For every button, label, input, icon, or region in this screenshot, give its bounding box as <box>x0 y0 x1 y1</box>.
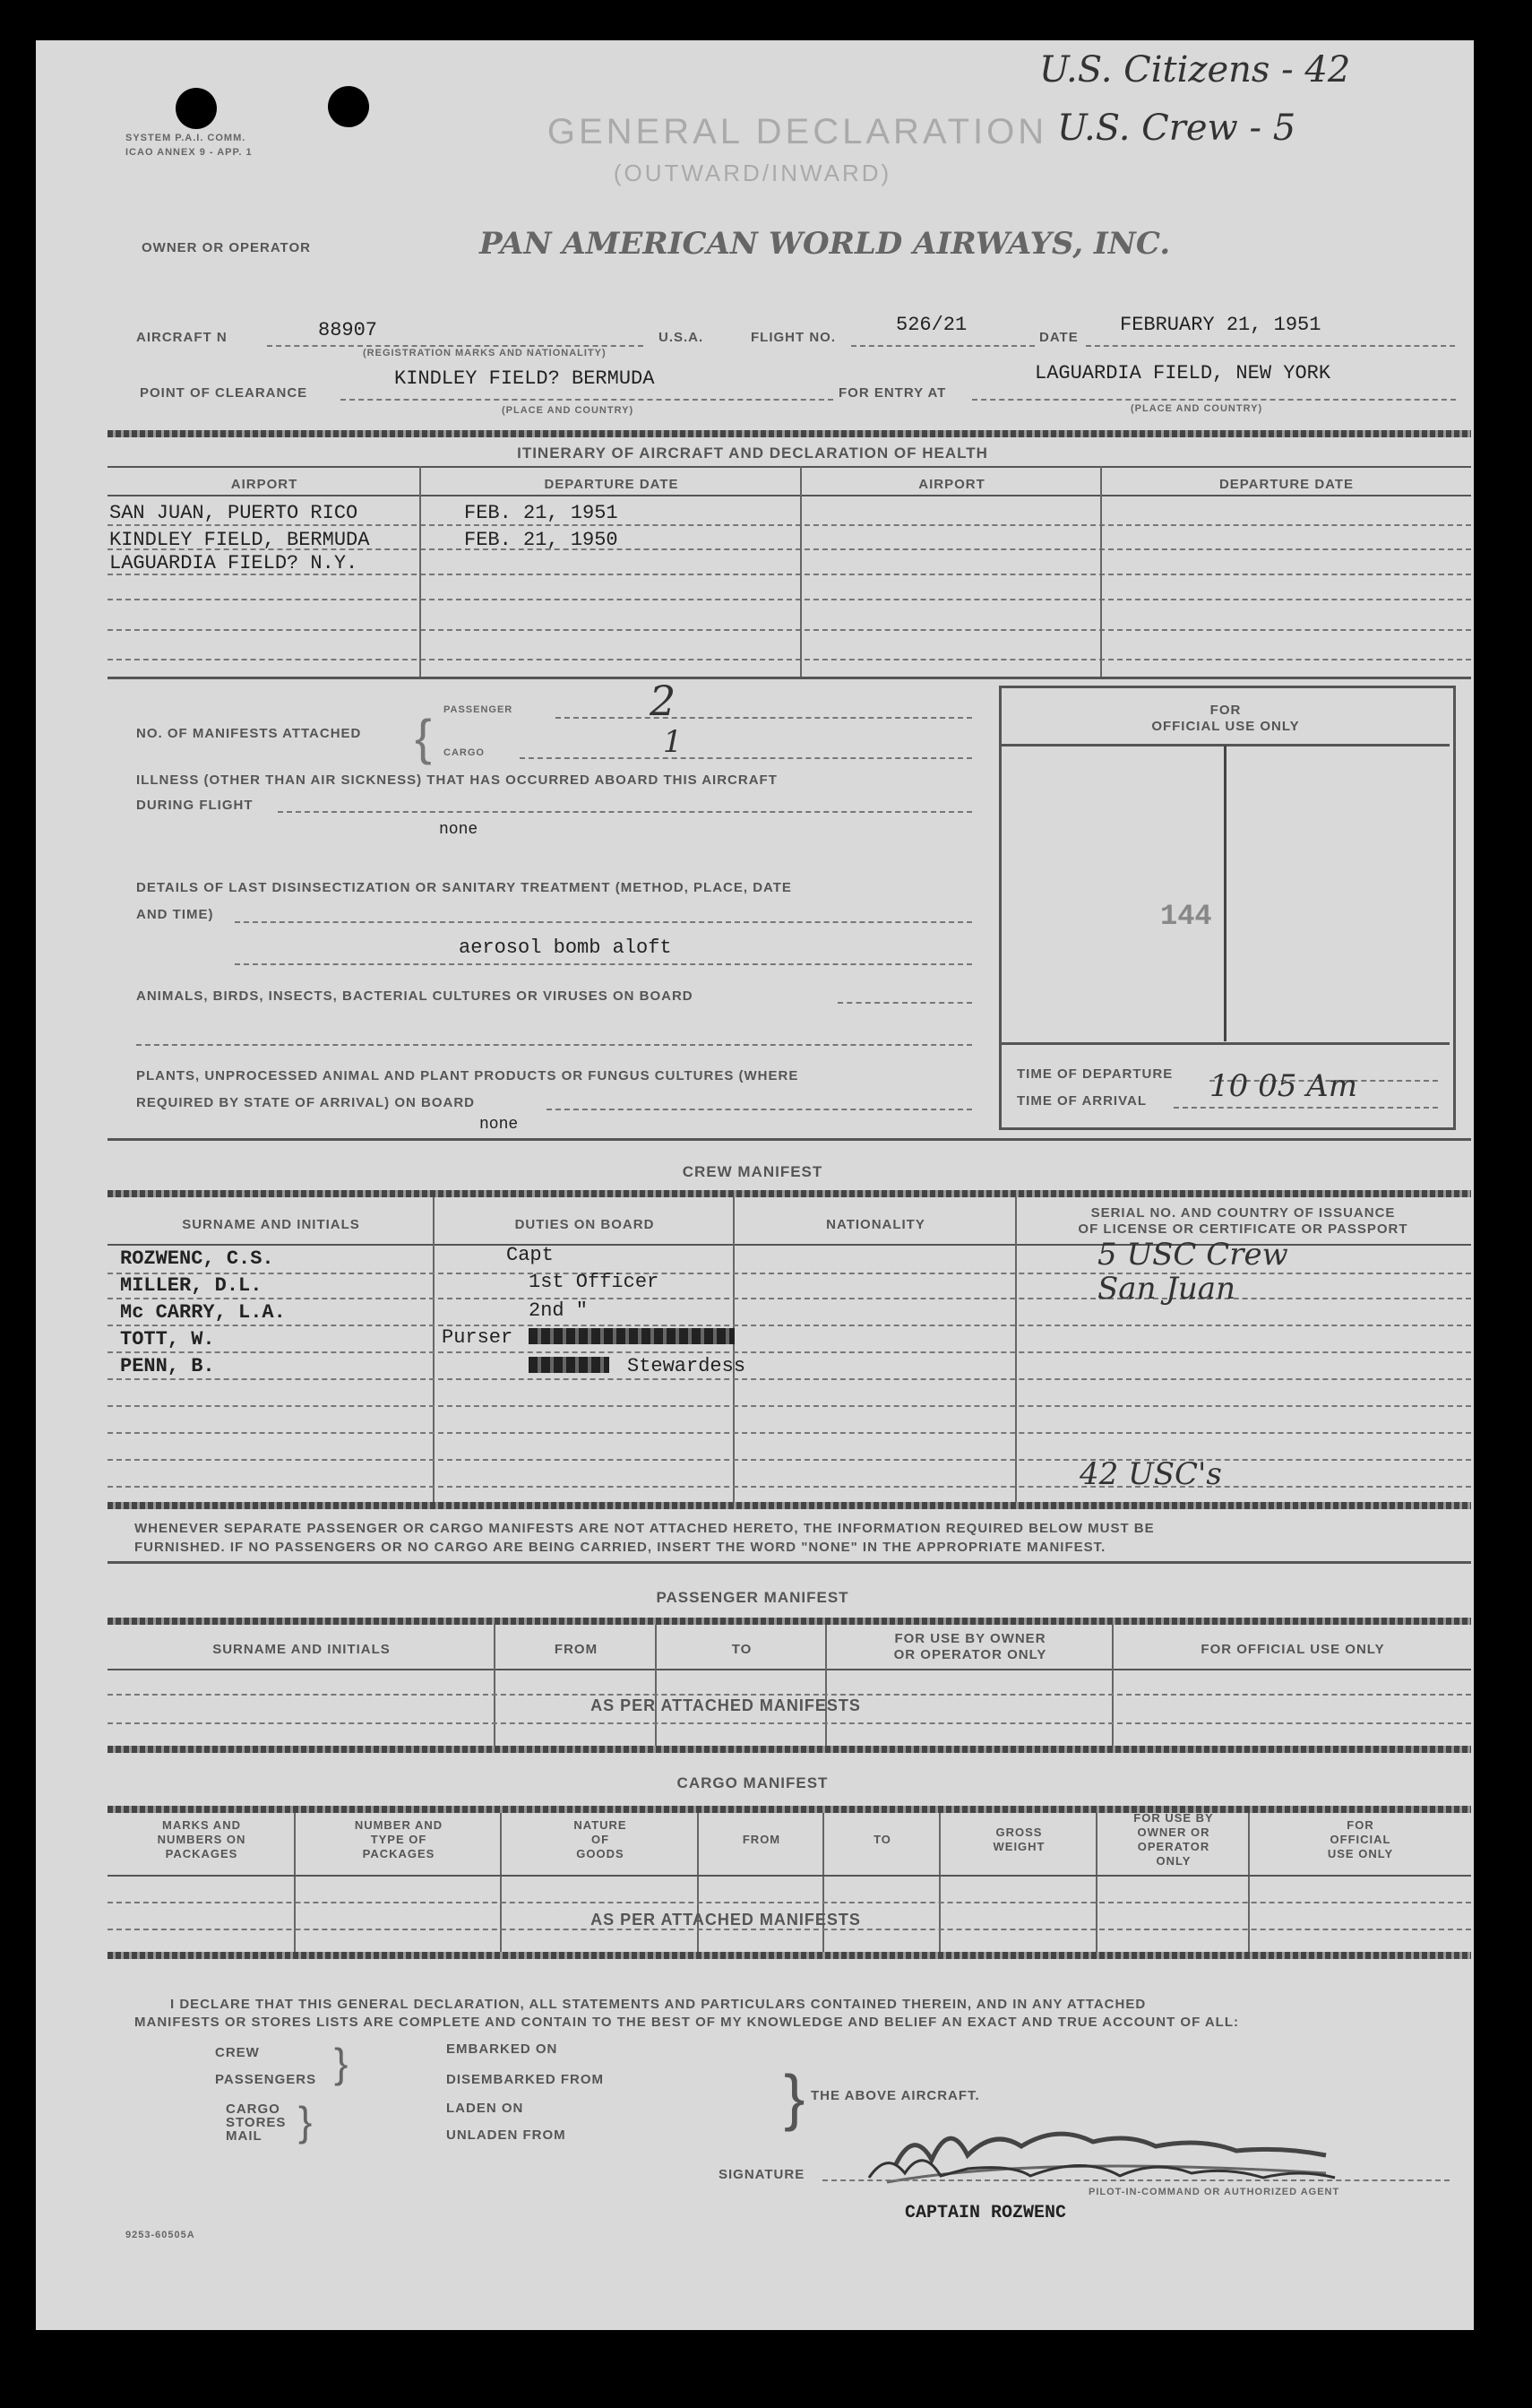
decl-stores: STORES <box>226 2115 287 2130</box>
crew-row-2-duty: 1st Officer <box>529 1271 659 1293</box>
cargo-header-text: OFFICIAL <box>1330 1833 1391 1846</box>
crew-row-4-duty: Purser <box>442 1326 513 1349</box>
decl-crew: CREW <box>215 2045 260 2060</box>
cargo-header-text: TYPE OF <box>370 1833 427 1846</box>
passenger-title: PASSENGER MANIFEST <box>656 1589 849 1606</box>
itin-header-airport: AIRPORT <box>230 477 298 492</box>
punch-hole <box>176 88 217 129</box>
illness-value: none <box>439 821 478 839</box>
crew-handwritten-note: 5 USC Crew <box>1097 1237 1288 1273</box>
signature-note: PILOT-IN-COMMAND OR AUTHORIZED AGENT <box>1089 2187 1340 2197</box>
itin-row-3-airport: LAGUARDIA FIELD? N.Y. <box>109 552 358 574</box>
crew-row-4-name: TOTT, W. <box>120 1328 215 1351</box>
entry-label: FOR ENTRY AT <box>839 385 947 401</box>
arrival-time-label: TIME OF ARRIVAL <box>1017 1093 1147 1109</box>
itin-header-airport-2: AIRPORT <box>918 477 985 492</box>
itin-row-1-airport: SAN JUAN, PUERTO RICO <box>109 502 358 524</box>
punch-hole <box>328 86 369 127</box>
aircraft-label: AIRCRAFT N <box>136 330 228 345</box>
pax-header-official: FOR OFFICIAL USE ONLY <box>1201 1642 1385 1657</box>
manifests-label: NO. OF MANIFESTS ATTACHED <box>136 726 362 741</box>
date-label: DATE <box>1039 330 1079 345</box>
cargo-label: CARGO <box>443 747 485 758</box>
decl-cargo: CARGO <box>226 2102 280 2117</box>
clearance-label: POINT OF CLEARANCE <box>140 385 308 401</box>
cargo-title: CARGO MANIFEST <box>676 1774 829 1791</box>
plants-value: none <box>479 1116 519 1134</box>
clearance-value: KINDLEY FIELD? BERMUDA <box>394 367 655 390</box>
passenger-manifest-count: 2 <box>650 677 676 725</box>
official-number: 144 <box>1160 900 1212 933</box>
crew-header-nationality: NATIONALITY <box>826 1217 925 1232</box>
decl-unladen: UNLADEN FROM <box>446 2127 566 2143</box>
notice-line-1: WHENEVER SEPARATE PASSENGER OR CARGO MANIFESTS ARE NOT ATTACHED HERETO, THE INFORMATION REQUIRED BELOW MUST BE <box>134 1521 1155 1536</box>
crew-title: CREW MANIFEST <box>682 1163 823 1180</box>
struck-out-text <box>529 1357 609 1373</box>
decl-embarked: EMBARKED ON <box>446 2041 558 2057</box>
pax-header-to: TO <box>731 1642 753 1657</box>
annotation-crew: U.S. Crew - 5 <box>1057 108 1296 149</box>
declaration-line-1: I DECLARE THAT THIS GENERAL DECLARATION, ALL STATEMENTS AND PARTICULARS CONTAINED THEREIN, AND IN ANY ATTACHED <box>170 1997 1147 2012</box>
flight-label: FLIGHT NO. <box>751 330 836 345</box>
itin-row-2-airport: KINDLEY FIELD, BERMUDA <box>109 529 370 551</box>
itinerary-title: ITINERARY OF AIRCRAFT AND DECLARATION OF HEALTH <box>517 444 988 462</box>
decl-above-aircraft: THE ABOVE AIRCRAFT. <box>811 2088 980 2103</box>
entry-value: LAGUARDIA FIELD, NEW YORK <box>1035 362 1331 384</box>
crew-row-5-name: PENN, B. <box>120 1355 215 1377</box>
form-subtitle: (OUTWARD/INWARD) <box>613 160 892 186</box>
crew-row-1-name: ROZWENC, C.S. <box>120 1247 274 1270</box>
crew-row-3-duty: 2nd " <box>529 1299 589 1322</box>
nationality: U.S.A. <box>658 330 704 345</box>
form-ref: SYSTEM P.A.I. COMM. <box>125 133 246 143</box>
disinsect-value: aerosol bomb aloft <box>459 936 672 959</box>
aircraft-number: 88907 <box>318 319 378 341</box>
decl-disembarked: DISEMBARKED FROM <box>446 2072 604 2087</box>
crew-row-1-duty: Capt <box>506 1244 554 1266</box>
crew-row-3-name: Mc CARRY, L.A. <box>120 1301 286 1324</box>
itin-row-2-date: FEB. 21, 1950 <box>464 529 618 551</box>
arrival-time-value: 10 05 Am <box>1209 1068 1357 1104</box>
cargo-manifest-count: 1 <box>663 724 683 760</box>
cargo-header-text: PACKAGES <box>362 1847 435 1860</box>
decl-passengers: PASSENGERS <box>215 2072 317 2087</box>
captain-name: CAPTAIN ROZWENC <box>905 2203 1067 2223</box>
flight-number: 526/21 <box>896 314 968 336</box>
pax-header-owner: FOR USE BY OWNER <box>894 1631 1046 1646</box>
owner-value: PAN AMERICAN WORLD AIRWAYS, INC. <box>479 226 1171 262</box>
crew-row-5-duty: Stewardess <box>627 1355 746 1377</box>
cargo-header-text: FROM <box>742 1833 781 1846</box>
disinsect-label: DETAILS OF LAST DISINSECTIZATION OR SANITARY TREATMENT (METHOD, PLACE, DATE <box>136 880 792 895</box>
plants-label-2: REQUIRED BY STATE OF ARRIVAL) ON BOARD <box>136 1095 476 1110</box>
struck-out-text <box>529 1328 735 1344</box>
pax-header-owner-2: OR OPERATOR ONLY <box>893 1647 1047 1662</box>
cargo-header-text: TO <box>874 1833 891 1846</box>
cargo-header-text: NUMBER AND <box>354 1818 443 1832</box>
form-title: GENERAL DECLARATION <box>547 112 1048 151</box>
flight-date: FEBRUARY 21, 1951 <box>1120 314 1321 336</box>
form-ref: ICAO ANNEX 9 - APP. 1 <box>125 147 253 158</box>
cargo-header-text: USE ONLY <box>1327 1847 1394 1860</box>
cargo-header-text: PACKAGES <box>165 1847 238 1860</box>
cargo-header-text: OF <box>590 1833 610 1846</box>
form-number: 9253-60505A <box>125 2230 195 2240</box>
cargo-header-text: ONLY <box>1156 1854 1192 1868</box>
illness-label-2: DURING FLIGHT <box>136 798 254 813</box>
pax-header-surname: SURNAME AND INITIALS <box>212 1642 391 1657</box>
crew-header-serial-2: OF LICENSE OR CERTIFICATE OR PASSPORT <box>1078 1221 1408 1237</box>
animals-label: ANIMALS, BIRDS, INSECTS, BACTERIAL CULTURES OR VIRUSES ON BOARD <box>136 988 693 1004</box>
signature-label: SIGNATURE <box>719 2167 805 2182</box>
passenger-manifest-note: AS PER ATTACHED MANIFESTS <box>590 1696 861 1714</box>
clearance-note: (PLACE AND COUNTRY) <box>502 405 634 416</box>
cargo-header-text: WEIGHT <box>993 1840 1046 1853</box>
illness-label: ILLNESS (OTHER THAN AIR SICKNESS) THAT HAS OCCURRED ABOARD THIS AIRCRAFT <box>136 772 778 788</box>
decl-laden: LADEN ON <box>446 2101 524 2116</box>
annotation-citizens: U.S. Citizens - 42 <box>1039 49 1351 91</box>
cargo-header-text: NATURE <box>573 1818 627 1832</box>
declaration-line-2: MANIFESTS OR STORES LISTS ARE COMPLETE AND CONTAIN TO THE BEST OF MY KNOWLEDGE AND BELIEF AN EXACT AND TRUE ACCOUNT OF ALL: <box>134 2015 1240 2030</box>
decl-mail: MAIL <box>226 2128 263 2144</box>
cargo-header-text: GROSS <box>995 1825 1043 1839</box>
official-title-2: OFFICIAL USE ONLY <box>1151 719 1300 734</box>
crew-header-duties: DUTIES ON BOARD <box>514 1217 655 1232</box>
disinsect-label-2: AND TIME) <box>136 907 214 922</box>
crew-handwritten-note-2: San Juan <box>1097 1271 1235 1307</box>
plants-label: PLANTS, UNPROCESSED ANIMAL AND PLANT PRODUCTS OR FUNGUS CULTURES (WHERE <box>136 1068 799 1083</box>
departure-time-label: TIME OF DEPARTURE <box>1017 1066 1174 1082</box>
crew-row-2-name: MILLER, D.L. <box>120 1274 263 1297</box>
official-title: FOR <box>1209 703 1242 718</box>
passenger-label: PASSENGER <box>443 704 513 715</box>
cargo-header-text: GOODS <box>576 1847 624 1860</box>
reg-note: (REGISTRATION MARKS AND NATIONALITY) <box>363 348 607 358</box>
itin-row-1-date: FEB. 21, 1951 <box>464 502 618 524</box>
notice-line-2: FURNISHED. IF NO PASSENGERS OR NO CARGO ARE BEING CARRIED, INSERT THE WORD "NONE" IN THE APPROPRIATE MANIFEST. <box>134 1540 1106 1555</box>
entry-note: (PLACE AND COUNTRY) <box>1131 403 1263 414</box>
crew-header-serial: SERIAL NO. AND COUNTRY OF ISSUANCE <box>1090 1205 1396 1221</box>
cargo-manifest-note: AS PER ATTACHED MANIFESTS <box>590 1911 861 1929</box>
itin-header-date-2: DEPARTURE DATE <box>1218 477 1355 492</box>
pax-header-from: FROM <box>554 1642 598 1657</box>
cargo-header-text: OPERATOR <box>1137 1840 1210 1853</box>
cargo-header-text: FOR USE BY <box>1133 1811 1214 1825</box>
itin-header-date: DEPARTURE DATE <box>544 477 679 492</box>
cargo-header-text: MARKS AND <box>162 1818 241 1832</box>
cargo-header-text: NUMBERS ON <box>157 1833 246 1846</box>
owner-label: OWNER OR OPERATOR <box>142 240 311 255</box>
cargo-header-text: FOR <box>1347 1818 1374 1832</box>
cargo-header-text: OWNER OR <box>1137 1825 1210 1839</box>
crew-handwritten-total: 42 USC's <box>1080 1456 1222 1492</box>
crew-header-surname: SURNAME AND INITIALS <box>182 1217 360 1232</box>
